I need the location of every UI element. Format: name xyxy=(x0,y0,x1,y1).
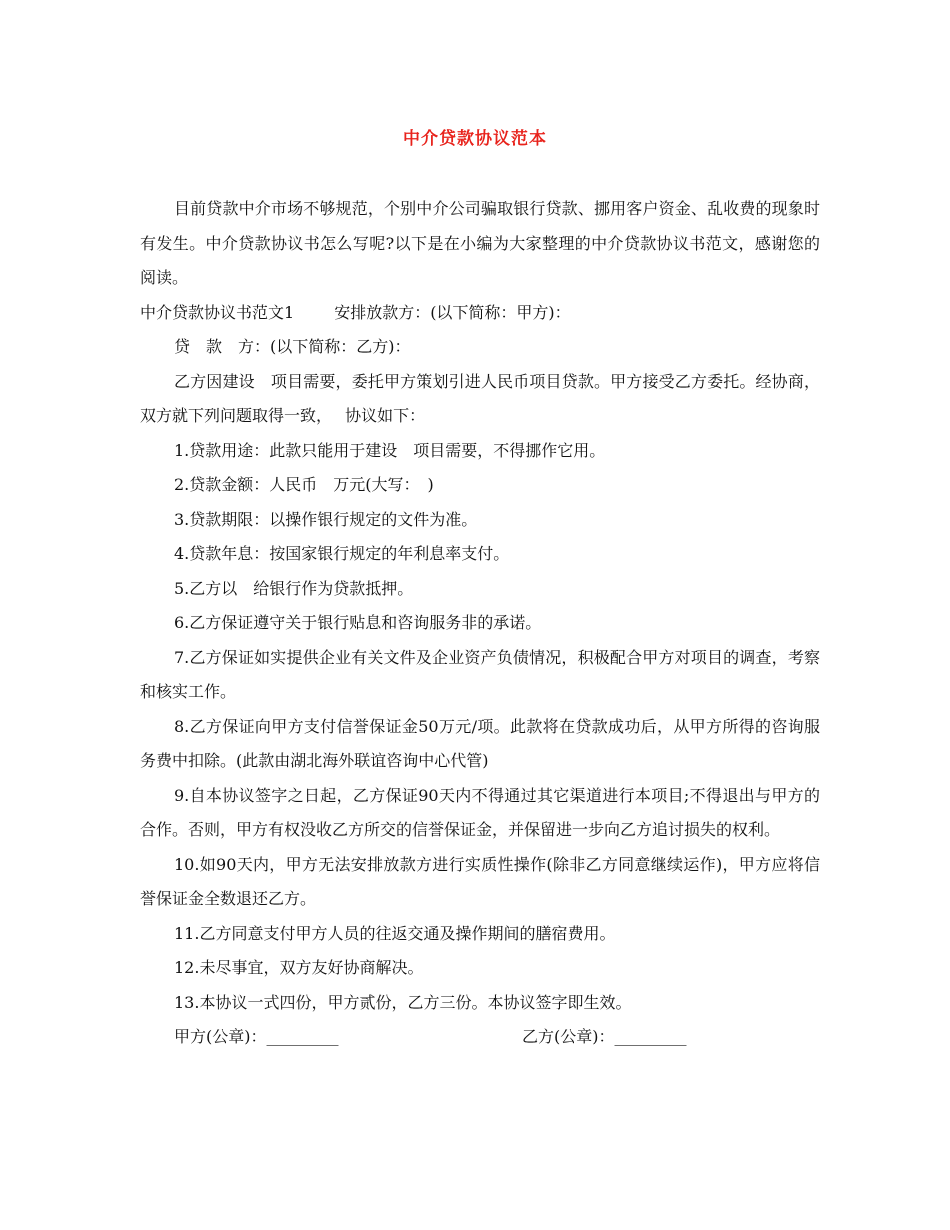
clause-7: 7.乙方保证如实提供企业有关文件及企业资产负债情况，积极配合甲方对项目的调查，考察和核实工作。 xyxy=(140,647,820,701)
intro-paragraph: 目前贷款中介市场不够规范，个别中介公司骗取银行贷款、挪用客户资金、乱收费的现象时有发生。中介贷款协议书怎么写呢?以下是在小编为大家整理的中介贷款协议书范文，感谢您的阅读。 xyxy=(140,199,820,287)
clause-3: 3.贷款期限：以操作银行规定的文件为准。 xyxy=(174,509,478,529)
signature-party-a: 甲方(公章)：_________ xyxy=(174,1027,339,1046)
clause-11: 11.乙方同意支付甲方人员的往返交通及操作期间的膳宿费用。 xyxy=(174,923,616,943)
clause-6: 6.乙方保证遵守关于银行贴息和咨询服务非的承诺。 xyxy=(174,613,542,632)
clause-12: 12.未尽事宜，双方友好协商解决。 xyxy=(174,958,424,977)
signature-party-b: 乙方(公章)：_________ xyxy=(522,1027,687,1046)
party-b-line: 贷 款 方：(以下简称：乙方)： xyxy=(174,337,411,356)
document-title: 中介贷款协议范本 xyxy=(403,129,547,149)
clause-5: 5.乙方以 给银行作为贷款抵押。 xyxy=(174,578,414,598)
sample-heading: 中介贷款协议书范文1 xyxy=(140,302,295,322)
clause-9: 9.自本协议签字之日起，乙方保证90天内不得通过其它渠道进行本项目;不得退出与甲方的合作。否则，甲方有权没收乙方所交的信誉保证金，并保留进一步向乙方追讨损失的权利。 xyxy=(140,785,820,839)
signature-row xyxy=(140,1020,820,1055)
sample-heading-line xyxy=(140,296,820,331)
party-a-line: 安排放款方：(以下简称：甲方)： xyxy=(334,302,571,322)
background-paragraph: 乙方因建设 项目需要，委托甲方策划引进人民币项目贷款。甲方接受乙方委托。经协商，双方就下列问题取得一致， 协议如下： xyxy=(140,371,820,425)
clause-13: 13.本协议一式四份，甲方贰份，乙方三份。本协议签字即生效。 xyxy=(174,992,632,1012)
document-body xyxy=(140,192,820,1055)
clause-4: 4.贷款年息：按国家银行规定的年利息率支付。 xyxy=(174,544,510,563)
clause-1: 1.贷款用途：此款只能用于建设 项目需要，不得挪作它用。 xyxy=(174,440,606,460)
clause-2: 2.贷款金额：人民币 万元(大写： ) xyxy=(174,475,434,494)
clause-8: 8.乙方保证向甲方支付信誉保证金50万元/项。此款将在贷款成功后，从甲方所得的咨询服务费中扣除。(此款由湖北海外联谊咨询中心代管) xyxy=(140,716,820,770)
clause-10: 10.如90天内，甲方无法安排放款方进行实质性操作(除非乙方同意继续运作)，甲方应将信誉保证金全数退还乙方。 xyxy=(140,854,820,908)
